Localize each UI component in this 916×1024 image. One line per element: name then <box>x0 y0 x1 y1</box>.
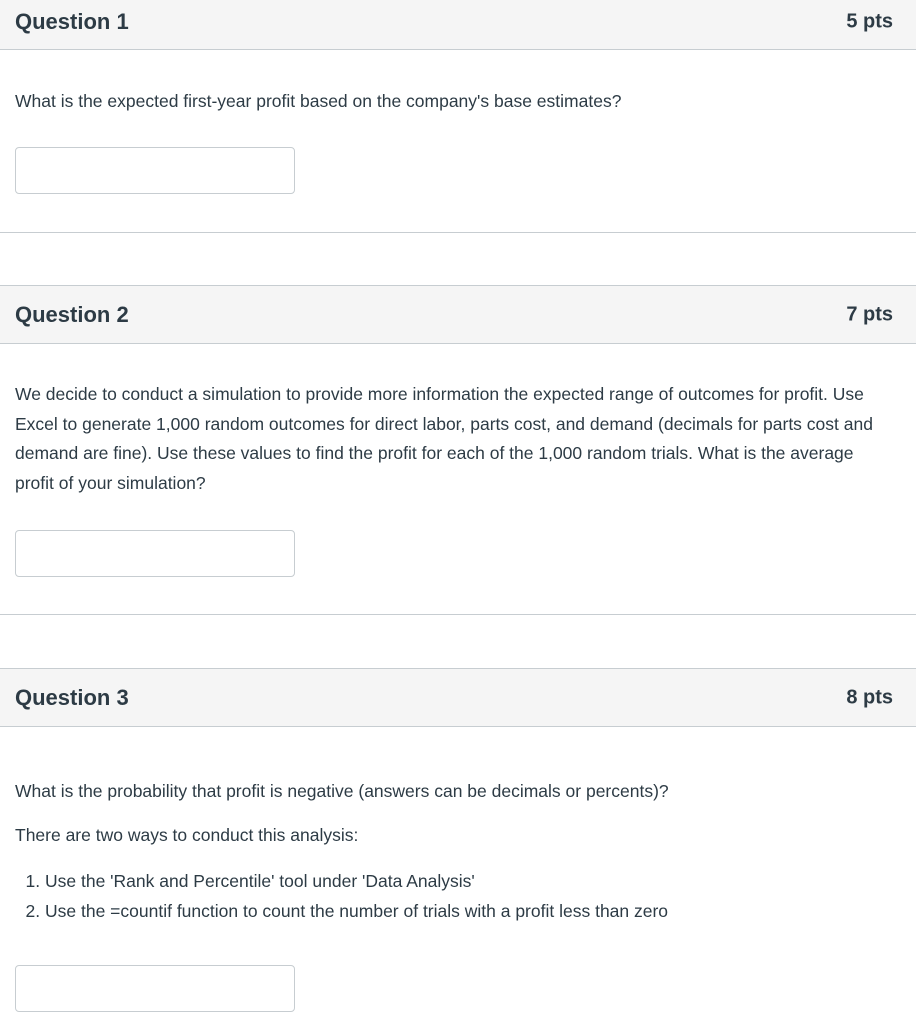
question-3-title: Question 3 <box>15 684 129 710</box>
question-2-text: We decide to conduct a simulation to provide more information the expected range of outcomes for profit. Use Excel to generate 1,000 random outcomes for direct labor, parts cost, and demand (decimals for parts cost and demand are fine). Use these values to find the profit for each of the 1,000 random trials. What is the average profit of your simulation? <box>15 384 873 493</box>
question-1-points: 5 pts <box>846 10 893 32</box>
question-3-text: What is the probability that profit is negative (answers can be decimals or percents)? <box>15 781 669 801</box>
question-3-points: 8 pts <box>846 686 893 708</box>
question-2-points: 7 pts <box>846 303 893 325</box>
question-2-header <box>0 285 916 344</box>
question-3-header <box>0 668 916 727</box>
question-2-title: Question 2 <box>15 301 129 327</box>
question-3-answer-input[interactable] <box>15 965 295 1012</box>
question-3-subtext: There are two ways to conduct this analysis: <box>15 825 359 845</box>
question-1-divider <box>0 232 916 233</box>
question-1-text: What is the expected first-year profit based on the company's base estimates? <box>15 91 622 111</box>
question-1-header <box>0 0 916 50</box>
list-item: 1. Use the 'Rank and Percentile' tool under 'Data Analysis' <box>45 867 668 897</box>
question-3-method-list <box>15 867 668 926</box>
list-item: 2. Use the =countif function to count the number of trials with a profit less than zero <box>45 897 668 927</box>
question-2-answer-input[interactable] <box>15 530 295 577</box>
question-2-divider <box>0 614 916 615</box>
question-1-title: Question 1 <box>15 8 129 34</box>
question-1-answer-input[interactable] <box>15 147 295 194</box>
